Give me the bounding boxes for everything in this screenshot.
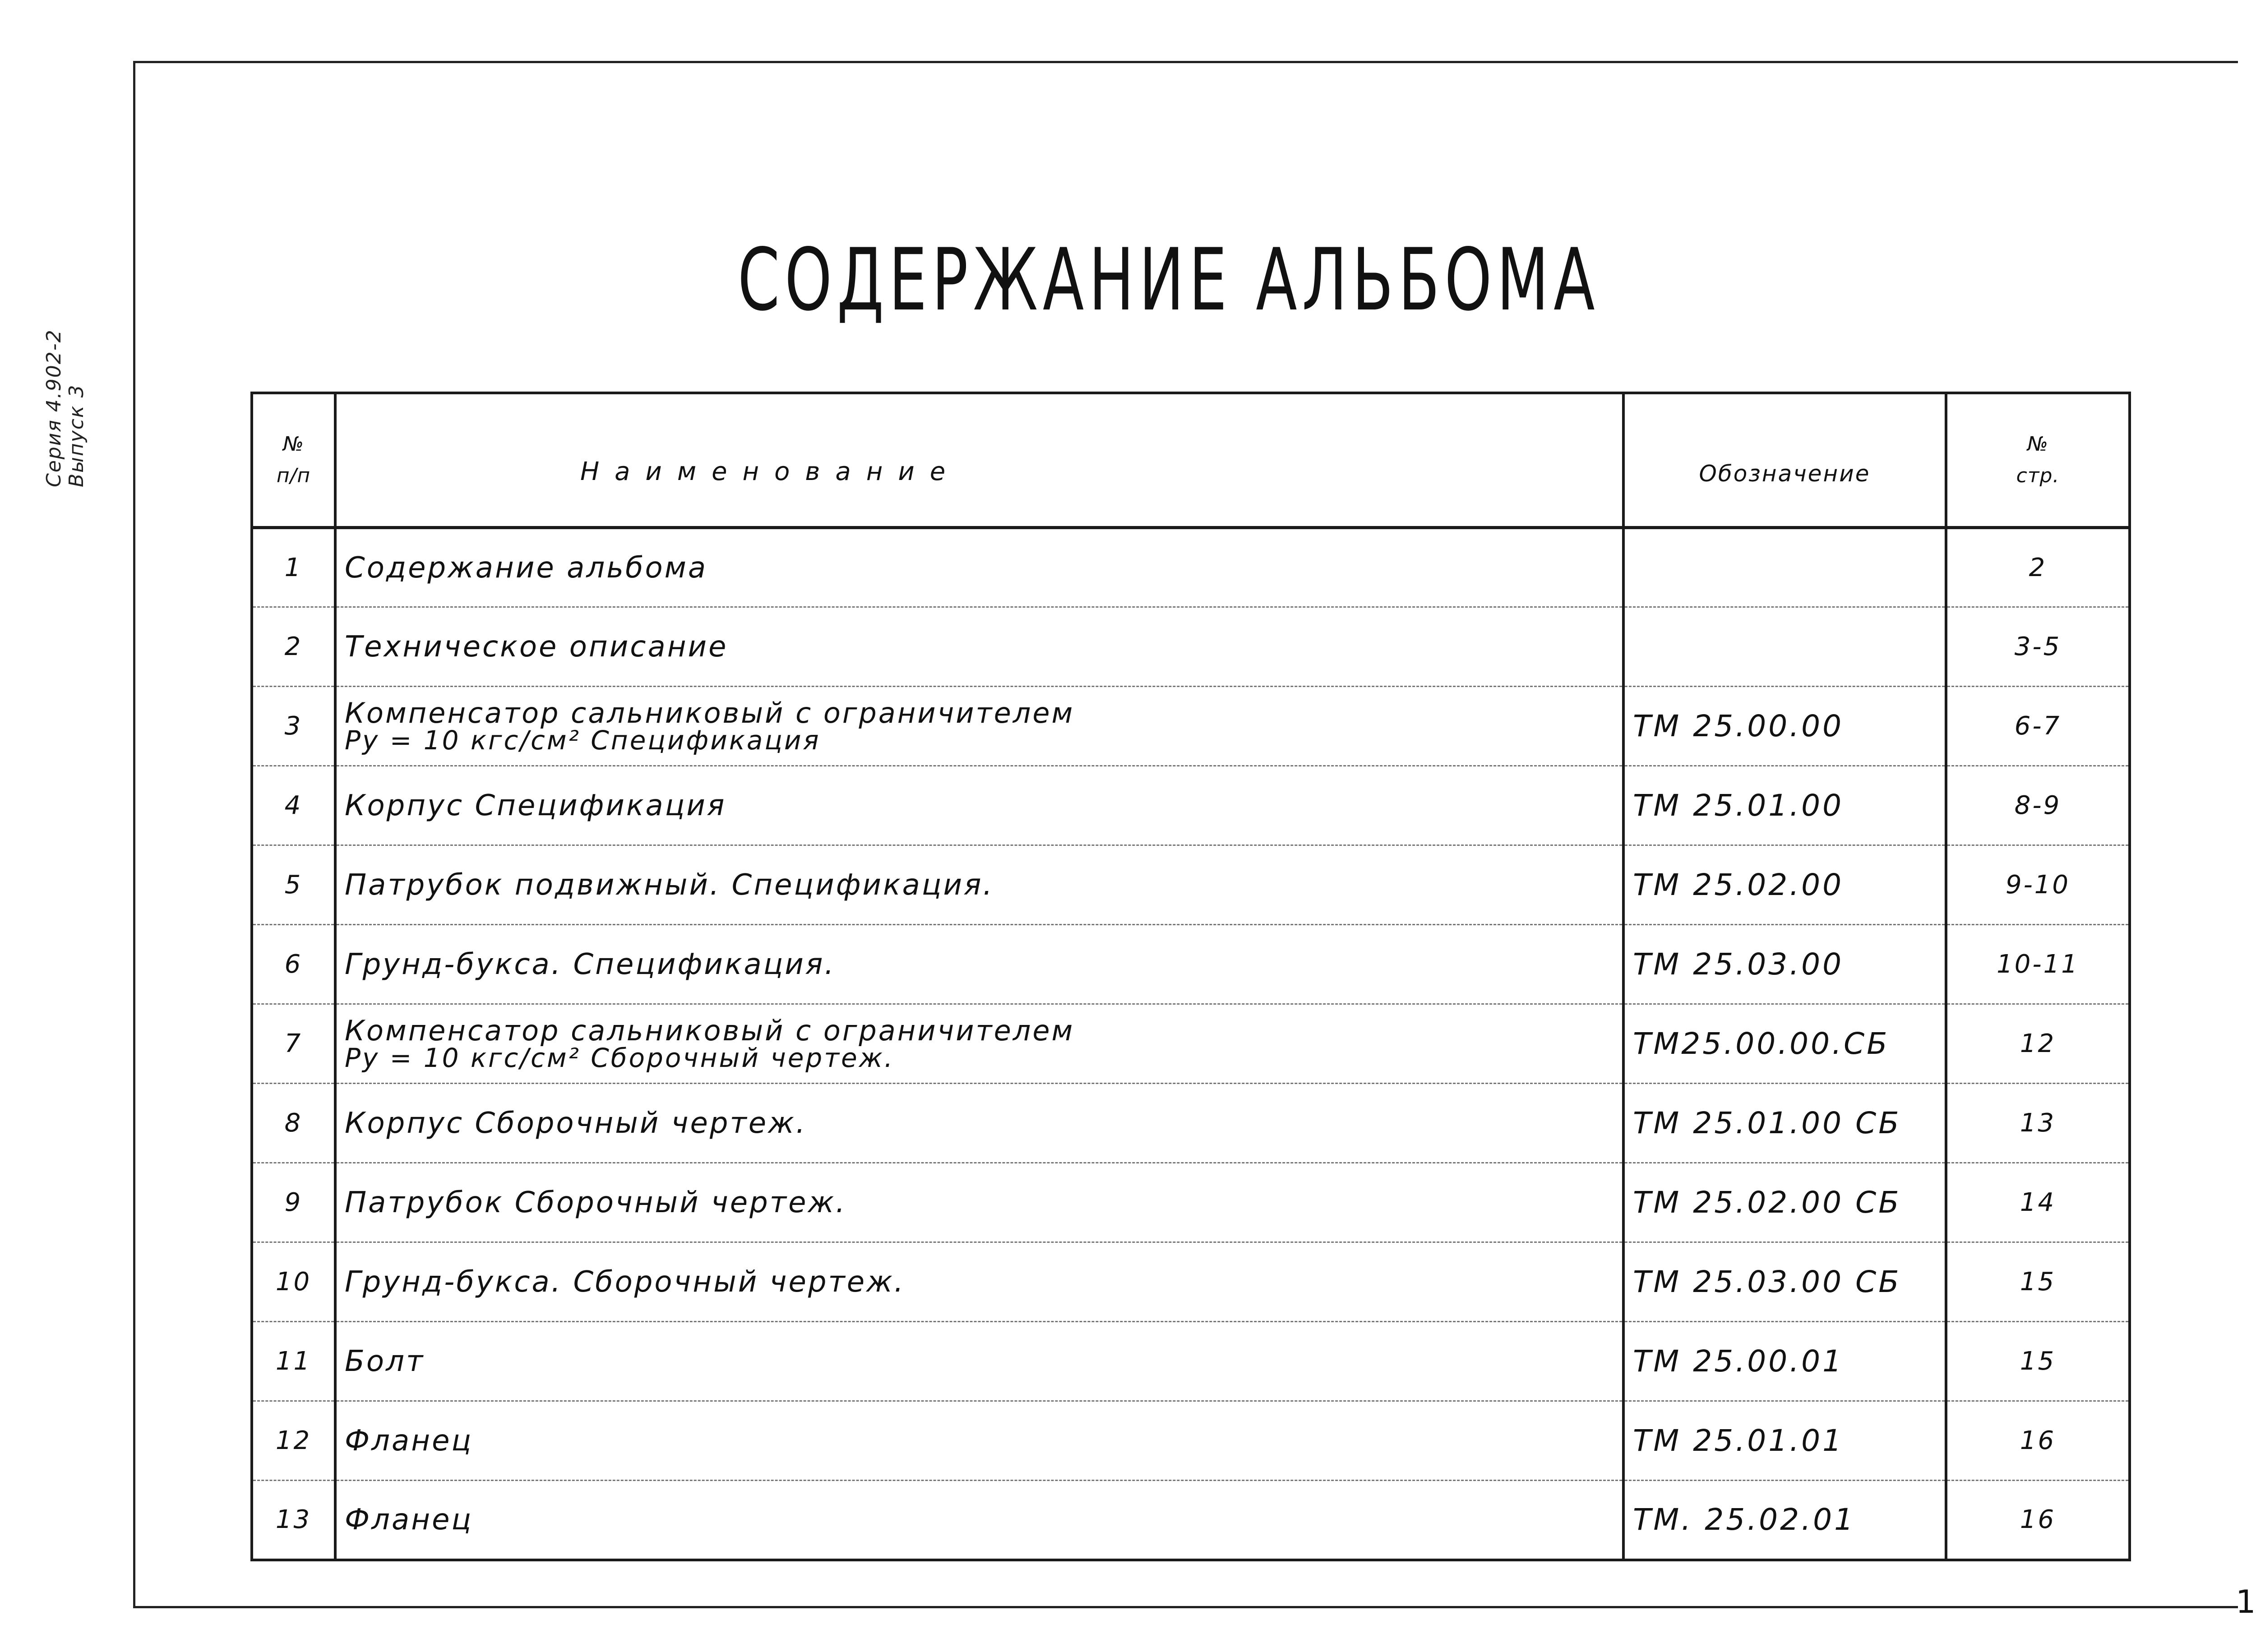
row-number: 4 xyxy=(252,766,335,845)
row-name-line1: Патрубок Сборочный чертеж. xyxy=(345,1186,847,1219)
row-number: 2 xyxy=(252,607,335,687)
row-number: 5 xyxy=(252,845,335,925)
table-header-row xyxy=(252,393,2130,528)
row-page: 2 xyxy=(1946,528,2130,607)
row-number: 6 xyxy=(252,925,335,1004)
row-name-line1: Грунд-букса. Спецификация. xyxy=(345,947,836,981)
row-page: 3-5 xyxy=(1946,607,2130,687)
row-code: ТМ 25.01.01 xyxy=(1623,1401,1946,1481)
row-code: ТМ 25.01.00 xyxy=(1623,766,1946,845)
row-code: ТМ 25.03.00 xyxy=(1623,925,1946,1004)
row-number: 3 xyxy=(252,687,335,766)
table-row xyxy=(252,845,2130,925)
table-row xyxy=(252,1004,2130,1084)
row-page: 9-10 xyxy=(1946,845,2130,925)
header-name: Наименование xyxy=(335,393,1623,528)
sheet-number: 1 xyxy=(2236,1583,2256,1620)
row-number: 1 xyxy=(252,528,335,607)
row-code: ТМ 25.00.00 xyxy=(1623,687,1946,766)
series-note xyxy=(43,329,88,487)
row-page: 12 xyxy=(1946,1004,2130,1084)
row-name-line1: Фланец xyxy=(345,1503,473,1537)
row-number: 12 xyxy=(252,1401,335,1481)
issue-line: Выпуск 3 xyxy=(65,384,88,487)
row-name xyxy=(335,845,1623,925)
row-page: 6-7 xyxy=(1946,687,2130,766)
table-row xyxy=(252,925,2130,1004)
row-name xyxy=(335,1004,1623,1084)
table-row xyxy=(252,528,2130,607)
row-code: ТМ25.00.00.СБ xyxy=(1623,1004,1946,1084)
row-name xyxy=(335,528,1623,607)
row-name xyxy=(335,607,1623,687)
row-page: 14 xyxy=(1946,1163,2130,1242)
row-number: 7 xyxy=(252,1004,335,1084)
table-row xyxy=(252,1322,2130,1401)
row-name xyxy=(335,1163,1623,1242)
row-code: ТМ 25.00.01 xyxy=(1623,1322,1946,1401)
row-code: ТМ 25.02.00 СБ xyxy=(1623,1163,1946,1242)
header-code: Обозначение xyxy=(1623,393,1946,528)
row-page: 8-9 xyxy=(1946,766,2130,845)
row-name-line2: Ру = 10 кгс/см² Спецификация xyxy=(345,724,821,756)
row-code xyxy=(1623,528,1946,607)
row-name xyxy=(335,1401,1623,1481)
header-page: № стр. xyxy=(1946,393,2130,528)
row-name-line1: Компенсатор сальниковый с ограничителем xyxy=(345,1014,1075,1047)
table-row xyxy=(252,1084,2130,1163)
table-row xyxy=(252,1163,2130,1242)
series-line: Серия 4.902-2 xyxy=(42,329,65,487)
row-name xyxy=(335,1242,1623,1322)
row-code: ТМ 25.01.00 СБ xyxy=(1623,1084,1946,1163)
row-number: 13 xyxy=(252,1481,335,1560)
page-title: СОДЕРЖАНИЕ АЛЬБОМА xyxy=(738,230,1600,330)
table-row xyxy=(252,1242,2130,1322)
row-name-line1: Компенсатор сальниковый с ограничителем xyxy=(345,696,1075,729)
row-page: 16 xyxy=(1946,1401,2130,1481)
table-row xyxy=(252,1401,2130,1481)
row-number: 9 xyxy=(252,1163,335,1242)
row-name-line1: Содержание альбома xyxy=(345,551,708,585)
row-name-line1: Техническое описание xyxy=(345,630,728,664)
contents-table xyxy=(250,392,2131,1561)
row-code xyxy=(1623,607,1946,687)
table-row xyxy=(252,766,2130,845)
row-page: 15 xyxy=(1946,1322,2130,1401)
row-name-line2: Ру = 10 кгс/см² Сборочный чертеж. xyxy=(345,1042,895,1073)
row-name-line1: Болт xyxy=(345,1344,425,1378)
table-row xyxy=(252,607,2130,687)
row-name xyxy=(335,1084,1623,1163)
row-code: ТМ 25.03.00 СБ xyxy=(1623,1242,1946,1322)
row-number: 10 xyxy=(252,1242,335,1322)
table-row xyxy=(252,687,2130,766)
row-name-line1: Патрубок подвижный. Спецификация. xyxy=(345,868,994,902)
header-number: № п/п xyxy=(252,393,335,528)
row-name-line1: Фланец xyxy=(345,1424,473,1458)
row-name-line1: Корпус Спецификация xyxy=(345,789,726,822)
row-page: 16 xyxy=(1946,1481,2130,1560)
row-number: 11 xyxy=(252,1322,335,1401)
row-name xyxy=(335,1481,1623,1560)
table-row xyxy=(252,1481,2130,1560)
row-name xyxy=(335,687,1623,766)
row-page: 10-11 xyxy=(1946,925,2130,1004)
row-name-line1: Грунд-букса. Сборочный чертеж. xyxy=(345,1265,906,1299)
row-name xyxy=(335,766,1623,845)
row-name-line1: Корпус Сборочный чертеж. xyxy=(345,1106,807,1140)
row-number: 8 xyxy=(252,1084,335,1163)
row-code: ТМ. 25.02.01 xyxy=(1623,1481,1946,1560)
row-name xyxy=(335,925,1623,1004)
row-page: 13 xyxy=(1946,1084,2130,1163)
row-page: 15 xyxy=(1946,1242,2130,1322)
row-name xyxy=(335,1322,1623,1401)
row-code: ТМ 25.02.00 xyxy=(1623,845,1946,925)
